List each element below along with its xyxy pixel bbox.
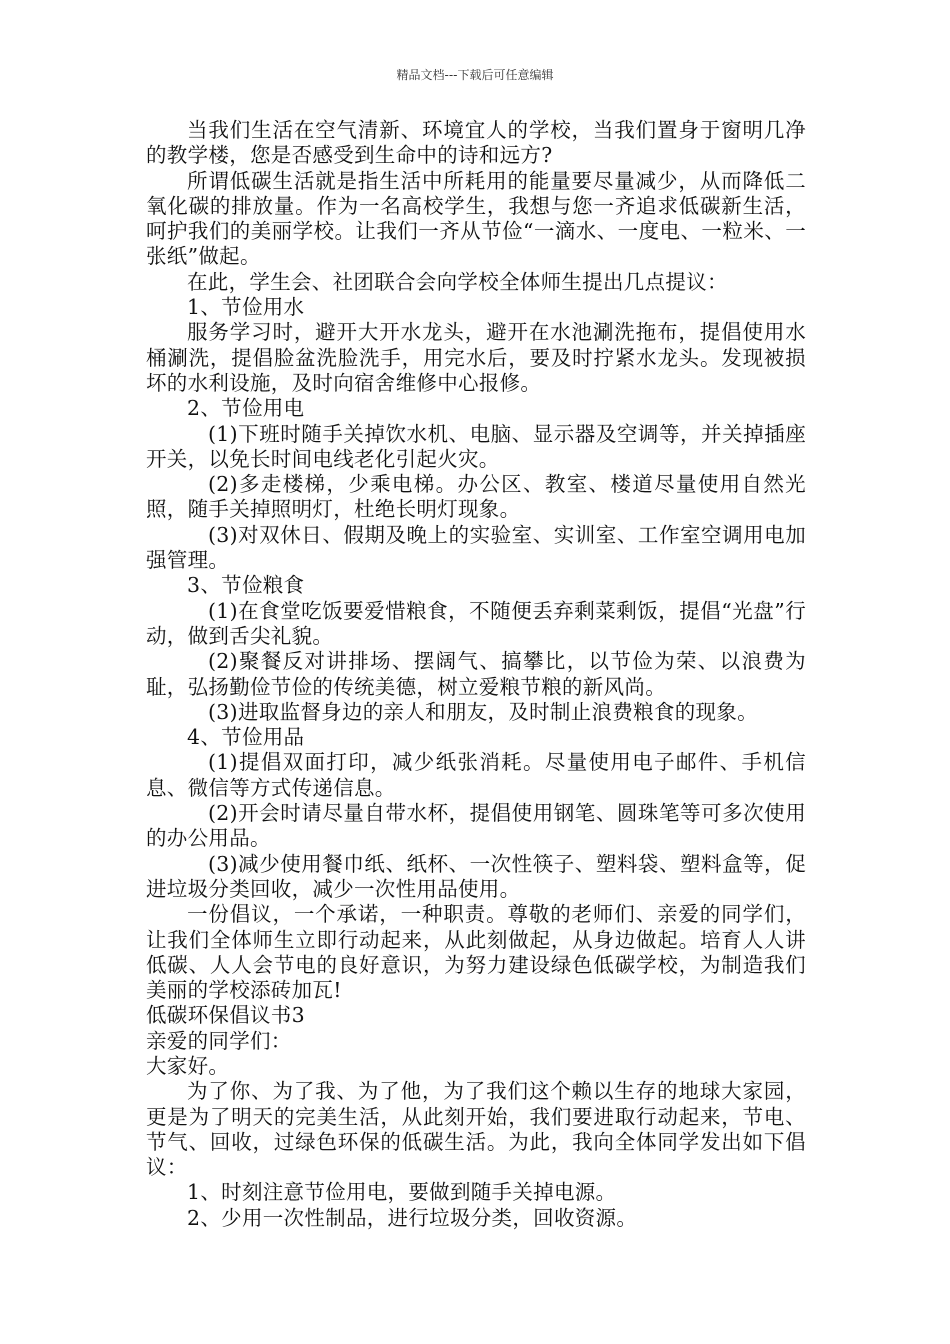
section-heading: 1、节俭用水 [187, 295, 305, 320]
paragraph: 为了你、为了我、为了他，为了我们这个赖以生存的地球大家园，更是为了明天的完美生活，从此刻开始，我们要进取行动起来，节电、节气、回收，过绿色环保的低碳生活。为此，我向全体同学发出如下倡议： [146, 1079, 806, 1180]
page-header: 精品文档---下载后可任意编辑 [396, 68, 554, 82]
list-item: (3)对双休日、假期及晚上的实验室、实训室、工作室空调用电加强管理。 [146, 522, 806, 573]
list-item: (3)减少使用餐巾纸、纸杯、一次性筷子、塑料袋、塑料盒等，促进垃圾分类回收，减少一次性用品使用。 [146, 851, 806, 901]
list-item: (2)聚餐反对讲排场、摆阔气、搞攀比，以节俭为荣、以浪费为耻，弘扬勤俭节俭的传统美德，树立爱粮节粮的新风尚。 [146, 649, 806, 699]
paragraph: 所谓低碳生活就是指生活中所耗用的能量要尽量减少，从而降低二氧化碳的排放量。作为一名高校学生，我想与您一齐追求低碳新生活，呵护我们的美丽学校。让我们一齐从节俭“一滴水、一度电、一粒米、一张纸”做起。 [146, 168, 806, 269]
document-title: 低碳环保倡议书3 [146, 1003, 305, 1028]
section-heading: 3、节俭粮食 [187, 573, 305, 598]
list-item: 1、时刻注意节俭用电，要做到随手关掉电源。 [187, 1180, 617, 1205]
salutation: 亲爱的同学们： [146, 1028, 292, 1053]
paragraph: 当我们生活在空气清新、环境宜人的学校，当我们置身于窗明几净的教学楼，您是否感受到生命中的诗和远方? [146, 118, 806, 168]
paragraph: 一份倡议，一个承诺，一种职责。尊敬的老师们、亲爱的同学们，让我们全体师生立即行动起来，从此刻做起，从身边做起。培育人人讲低碳、人人会节电的良好意识，为努力建设绿色低碳学校，为制造我们美丽的学校添砖加瓦! [146, 902, 806, 1003]
list-item: (2)多走楼梯，少乘电梯。办公区、教室、楼道尽量使用自然光照，随手关掉照明灯，杜绝长明灯现象。 [146, 472, 806, 522]
list-item: 2、少用一次性制品，进行垃圾分类，回收资源。 [187, 1205, 638, 1230]
list-item: (2)开会时请尽量自带水杯，提倡使用钢笔、圆珠笔等可多次使用的办公用品。 [146, 801, 806, 851]
section-heading: 2、节俭用电 [187, 396, 305, 421]
list-item: (3)进取监督身边的亲人和朋友，及时制止浪费粮食的现象。 [208, 699, 758, 724]
paragraph: 在此，学生会、社团联合会向学校全体师生提出几点提议： [187, 269, 728, 294]
paragraph: 服务学习时，避开大开水龙头，避开在水池涮洗拖布，提倡使用水桶涮洗，提倡脸盆洗脸洗手，用完水后，要及时拧紧水龙头。发现被损坏的水利设施，及时向宿舍维修中心报修。 [146, 320, 806, 395]
greeting: 大家好。 [146, 1053, 230, 1078]
list-item: (1)下班时随手关掉饮水机、电脑、显示器及空调等，并关掉插座开关，以免长时间电线老化引起火灾。 [146, 421, 806, 471]
section-heading: 4、节俭用品 [187, 725, 305, 750]
list-item: (1)在食堂吃饭要爱惜粮食，不随便丢弃剩菜剩饭，提倡“光盘”行动，做到舌尖礼貌。 [146, 598, 806, 648]
document-body [146, 118, 806, 1231]
list-item: (1)提倡双面打印，减少纸张消耗。尽量使用电子邮件、手机信息、微信等方式传递信息。 [146, 750, 806, 800]
